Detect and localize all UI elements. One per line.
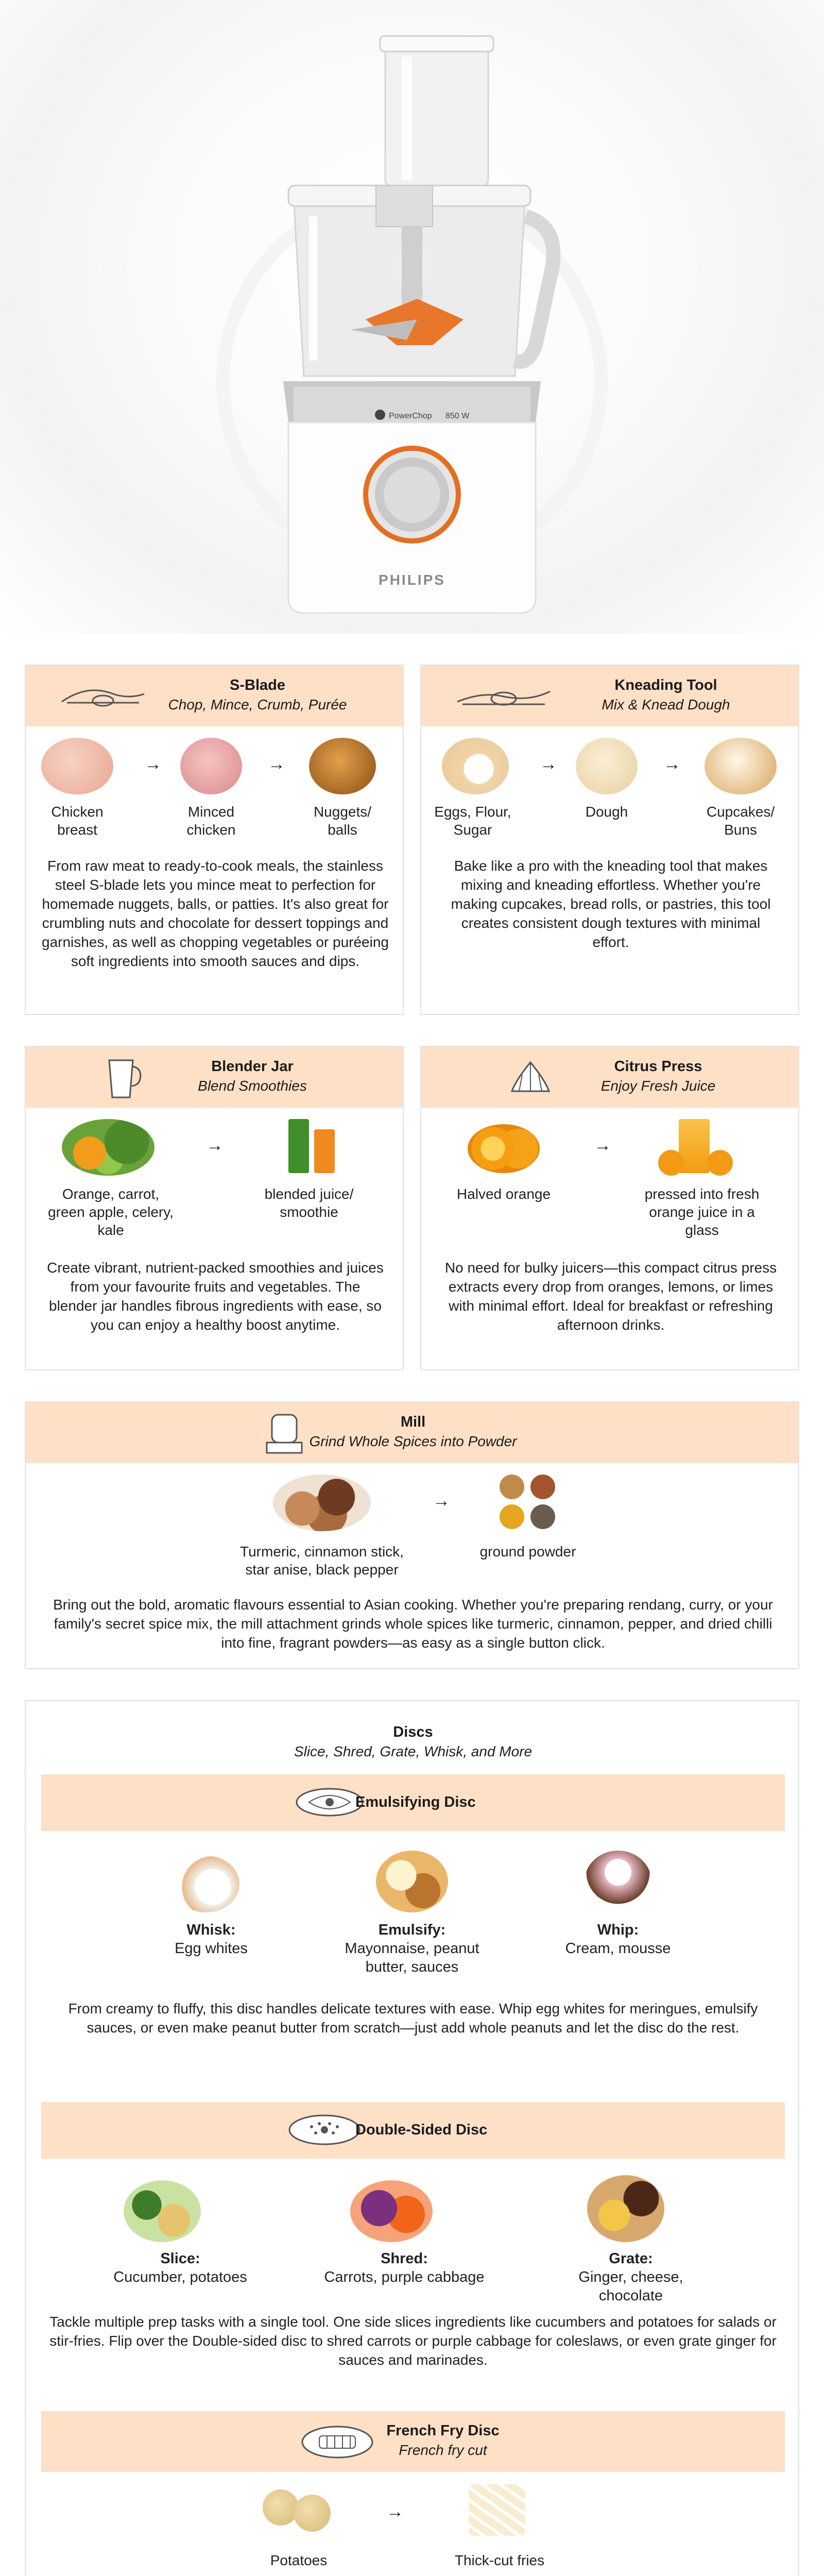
wattage-text: 850 W xyxy=(445,412,470,420)
card-subtitle: Mix & Knead Dough xyxy=(602,697,730,713)
card-body: From raw meat to ready-to-cook meals, the stainless steel S-blade lets you mince meat to perfection for homemade nuggets, balls, or patties. It's also great for crumbling nuts and chocolate for dessert toppings and garnishes, as well as chopping vegetables or puréeing soft ingredients into smooth sauces and dips. xyxy=(42,858,389,969)
card-title: Blender Jar xyxy=(211,1058,294,1075)
card-subtitle: Grind Whole Spices into Powder xyxy=(309,1433,517,1449)
arrow-icon: → xyxy=(594,1136,611,1155)
card-body: Create vibrant, nutrient-packed smoothies and juices from your favourite fruits and vegetables. The blender jar handles fibrous ingredients with ease, so you can enjoy a healthy boost anytime. xyxy=(47,1260,384,1333)
ginger-cheese-chocolate-image xyxy=(587,2175,664,2242)
chicken-breast-image xyxy=(41,738,113,794)
ground-powder-image xyxy=(500,1475,524,1499)
disc-item-text: Mayonnaise, peanut butter, sauces xyxy=(345,1940,479,1975)
fruits-vegetables-image xyxy=(62,1119,154,1176)
blender-jar-card xyxy=(25,1046,404,1370)
whip-cream-image xyxy=(585,1851,651,1912)
card-subtitle: Blend Smoothies xyxy=(198,1078,307,1094)
step-label: Nuggets/ balls xyxy=(313,804,372,838)
step-label: Dough xyxy=(585,804,628,820)
card-header xyxy=(421,1047,798,1108)
disc-item-text: Cream, mousse xyxy=(565,1940,671,1957)
step-label: Eggs, Flour, Sugar xyxy=(434,804,511,838)
step-label: Potatoes xyxy=(270,2552,328,2568)
juice-glass-image xyxy=(314,1129,335,1173)
card-body: Bake like a pro with the kneading tool that makes mixing and kneading effortless. Whether you're making cupcakes, bread rolls, or pastries, this tool creates consistent dough textures with minimal effort. xyxy=(451,858,771,950)
disc-item-label: Whisk: xyxy=(186,1922,236,1938)
discs-card xyxy=(25,1700,799,2576)
disc-item-text: Ginger, cheese, chocolate xyxy=(578,2269,683,2304)
orange-image xyxy=(658,1150,684,1176)
blender-jar-icon xyxy=(103,1056,144,1100)
arrow-icon: → xyxy=(144,754,162,774)
citrus-press-icon xyxy=(509,1059,552,1095)
step-label: Chicken breast xyxy=(51,804,104,838)
eggs-flour-image xyxy=(442,738,509,794)
discs-subtitle: Slice, Shred, Grate, Whisk, and More xyxy=(294,1743,533,1759)
discs-title: Discs xyxy=(393,1724,433,1740)
disc-body: From creamy to fluffy, this disc handles delicate textures with ease. Whip egg whites for meringues, emulsify sauces, or even make peanut butter from scratch—just add whole peanuts and let the disc do the rest. xyxy=(68,2001,758,2036)
disc-item-label: Grate: xyxy=(609,2250,653,2267)
disc-item xyxy=(103,2249,258,2286)
step-label: blended juice/ smoothie xyxy=(264,1186,354,1220)
disc-item-text: Carrots, purple cabbage xyxy=(324,2269,485,2285)
disc-item-text: Cucumber, potatoes xyxy=(113,2269,247,2285)
disc-item-label: Shred: xyxy=(381,2250,428,2267)
whole-spices-image xyxy=(273,1475,371,1531)
step-label: Halved orange xyxy=(456,1186,551,1202)
double-sided-disc-icon xyxy=(286,2111,363,2148)
cupcakes-image xyxy=(705,738,777,794)
brand-logo: PHILIPS xyxy=(379,572,445,588)
dough-image xyxy=(576,738,638,794)
mill-card xyxy=(25,1401,799,1669)
arrow-icon: → xyxy=(386,2502,404,2521)
emulsify-image xyxy=(376,1851,448,1912)
potatoes-image xyxy=(263,2489,299,2526)
french-fry-disc-header xyxy=(41,2411,785,2472)
arrow-icon: → xyxy=(540,754,557,774)
card-header xyxy=(26,1047,403,1108)
disc-item-label: Slice: xyxy=(160,2250,200,2267)
badge-text: PowerChop xyxy=(389,412,432,420)
halved-orange-image xyxy=(468,1124,540,1173)
emulsifying-disc-icon xyxy=(294,1784,366,1821)
disc-item xyxy=(546,2249,716,2305)
disc-item xyxy=(551,1921,685,1958)
ground-powder-image xyxy=(530,1504,555,1529)
step-label: Turmeric, cinnamon stick, star anise, black pepper xyxy=(240,1544,404,1578)
food-processor-image xyxy=(247,31,577,629)
citrus-press-card xyxy=(420,1046,799,1370)
disc-item xyxy=(322,2249,487,2286)
arrow-icon: → xyxy=(206,1136,224,1155)
cucumber-potato-image xyxy=(124,2180,201,2242)
disc-item-label: Emulsify: xyxy=(378,1922,446,1938)
disc-item-label: Whip: xyxy=(597,1922,639,1938)
ground-powder-image xyxy=(500,1504,524,1529)
disc-title: Emulsifying Disc xyxy=(355,1794,476,1810)
arrow-icon: → xyxy=(663,754,681,774)
card-subtitle: Chop, Mince, Crumb, Purée xyxy=(168,697,347,713)
juice-glass-image xyxy=(288,1119,309,1173)
disc-item-text: Egg whites xyxy=(175,1940,248,1957)
step-label: Minced chicken xyxy=(186,804,236,838)
carrot-cabbage-image xyxy=(350,2180,433,2242)
disc-title: Double-Sided Disc xyxy=(355,2122,488,2138)
nuggets-image xyxy=(309,738,376,794)
minced-chicken-image xyxy=(180,738,242,794)
potatoes-image xyxy=(294,2495,331,2532)
disc-title: French Fry Disc xyxy=(386,2422,500,2439)
kneading-tool-card xyxy=(420,665,799,1015)
arrow-icon: → xyxy=(268,754,285,774)
thick-cut-fries-image xyxy=(469,2484,525,2536)
disc-item xyxy=(335,1921,489,1976)
card-header xyxy=(26,1402,798,1463)
card-title: S-Blade xyxy=(230,677,285,693)
ground-powder-image xyxy=(530,1475,555,1499)
card-subtitle: Enjoy Fresh Juice xyxy=(600,1078,716,1094)
s-blade-card xyxy=(25,665,404,1015)
hero-section xyxy=(0,0,824,634)
disc-item xyxy=(144,1921,278,1958)
step-label: ground powder xyxy=(479,1544,576,1560)
step-label: pressed into fresh orange juice in a glass xyxy=(644,1186,760,1238)
whisk-egg-whites-image xyxy=(173,1856,239,1912)
step-label: Thick-cut fries xyxy=(454,2552,545,2568)
orange-image xyxy=(707,1150,733,1176)
step-label: Cupcakes/ Buns xyxy=(706,804,775,838)
disc-subtitle: French fry cut xyxy=(399,2442,487,2458)
disc-body: Tackle multiple prep tasks with a single tool. One side slices ingredients like cucumbers and potatoes for salads or stir-fries. Flip over the Double-sided disc to shred carrots or purple cabbage for coleslaws, or even grate ginger for sauces and marinades. xyxy=(49,2314,777,2368)
arrow-icon: → xyxy=(433,1491,450,1511)
card-title: Kneading Tool xyxy=(614,677,717,693)
card-body: Bring out the bold, aromatic flavours essential to Asian cooking. Whether you're preparing rendang, curry, or your family's secret spice mix, the mill attachment grinds whole spices like turmeric, cinnamon, pepper, and dried chilli into fine, fragrant powders—as easy as a single button click. xyxy=(53,1597,773,1651)
card-body: No need for bulky juicers—this compact citrus press extracts every drop from oranges, lemons, or limes with minimal effort. Ideal for breakfast or refreshing afternoon drinks. xyxy=(444,1260,777,1333)
card-title: Citrus Press xyxy=(614,1058,702,1075)
step-label: Orange, carrot, green apple, celery, kale xyxy=(48,1186,174,1238)
card-title: Mill xyxy=(400,1414,426,1430)
